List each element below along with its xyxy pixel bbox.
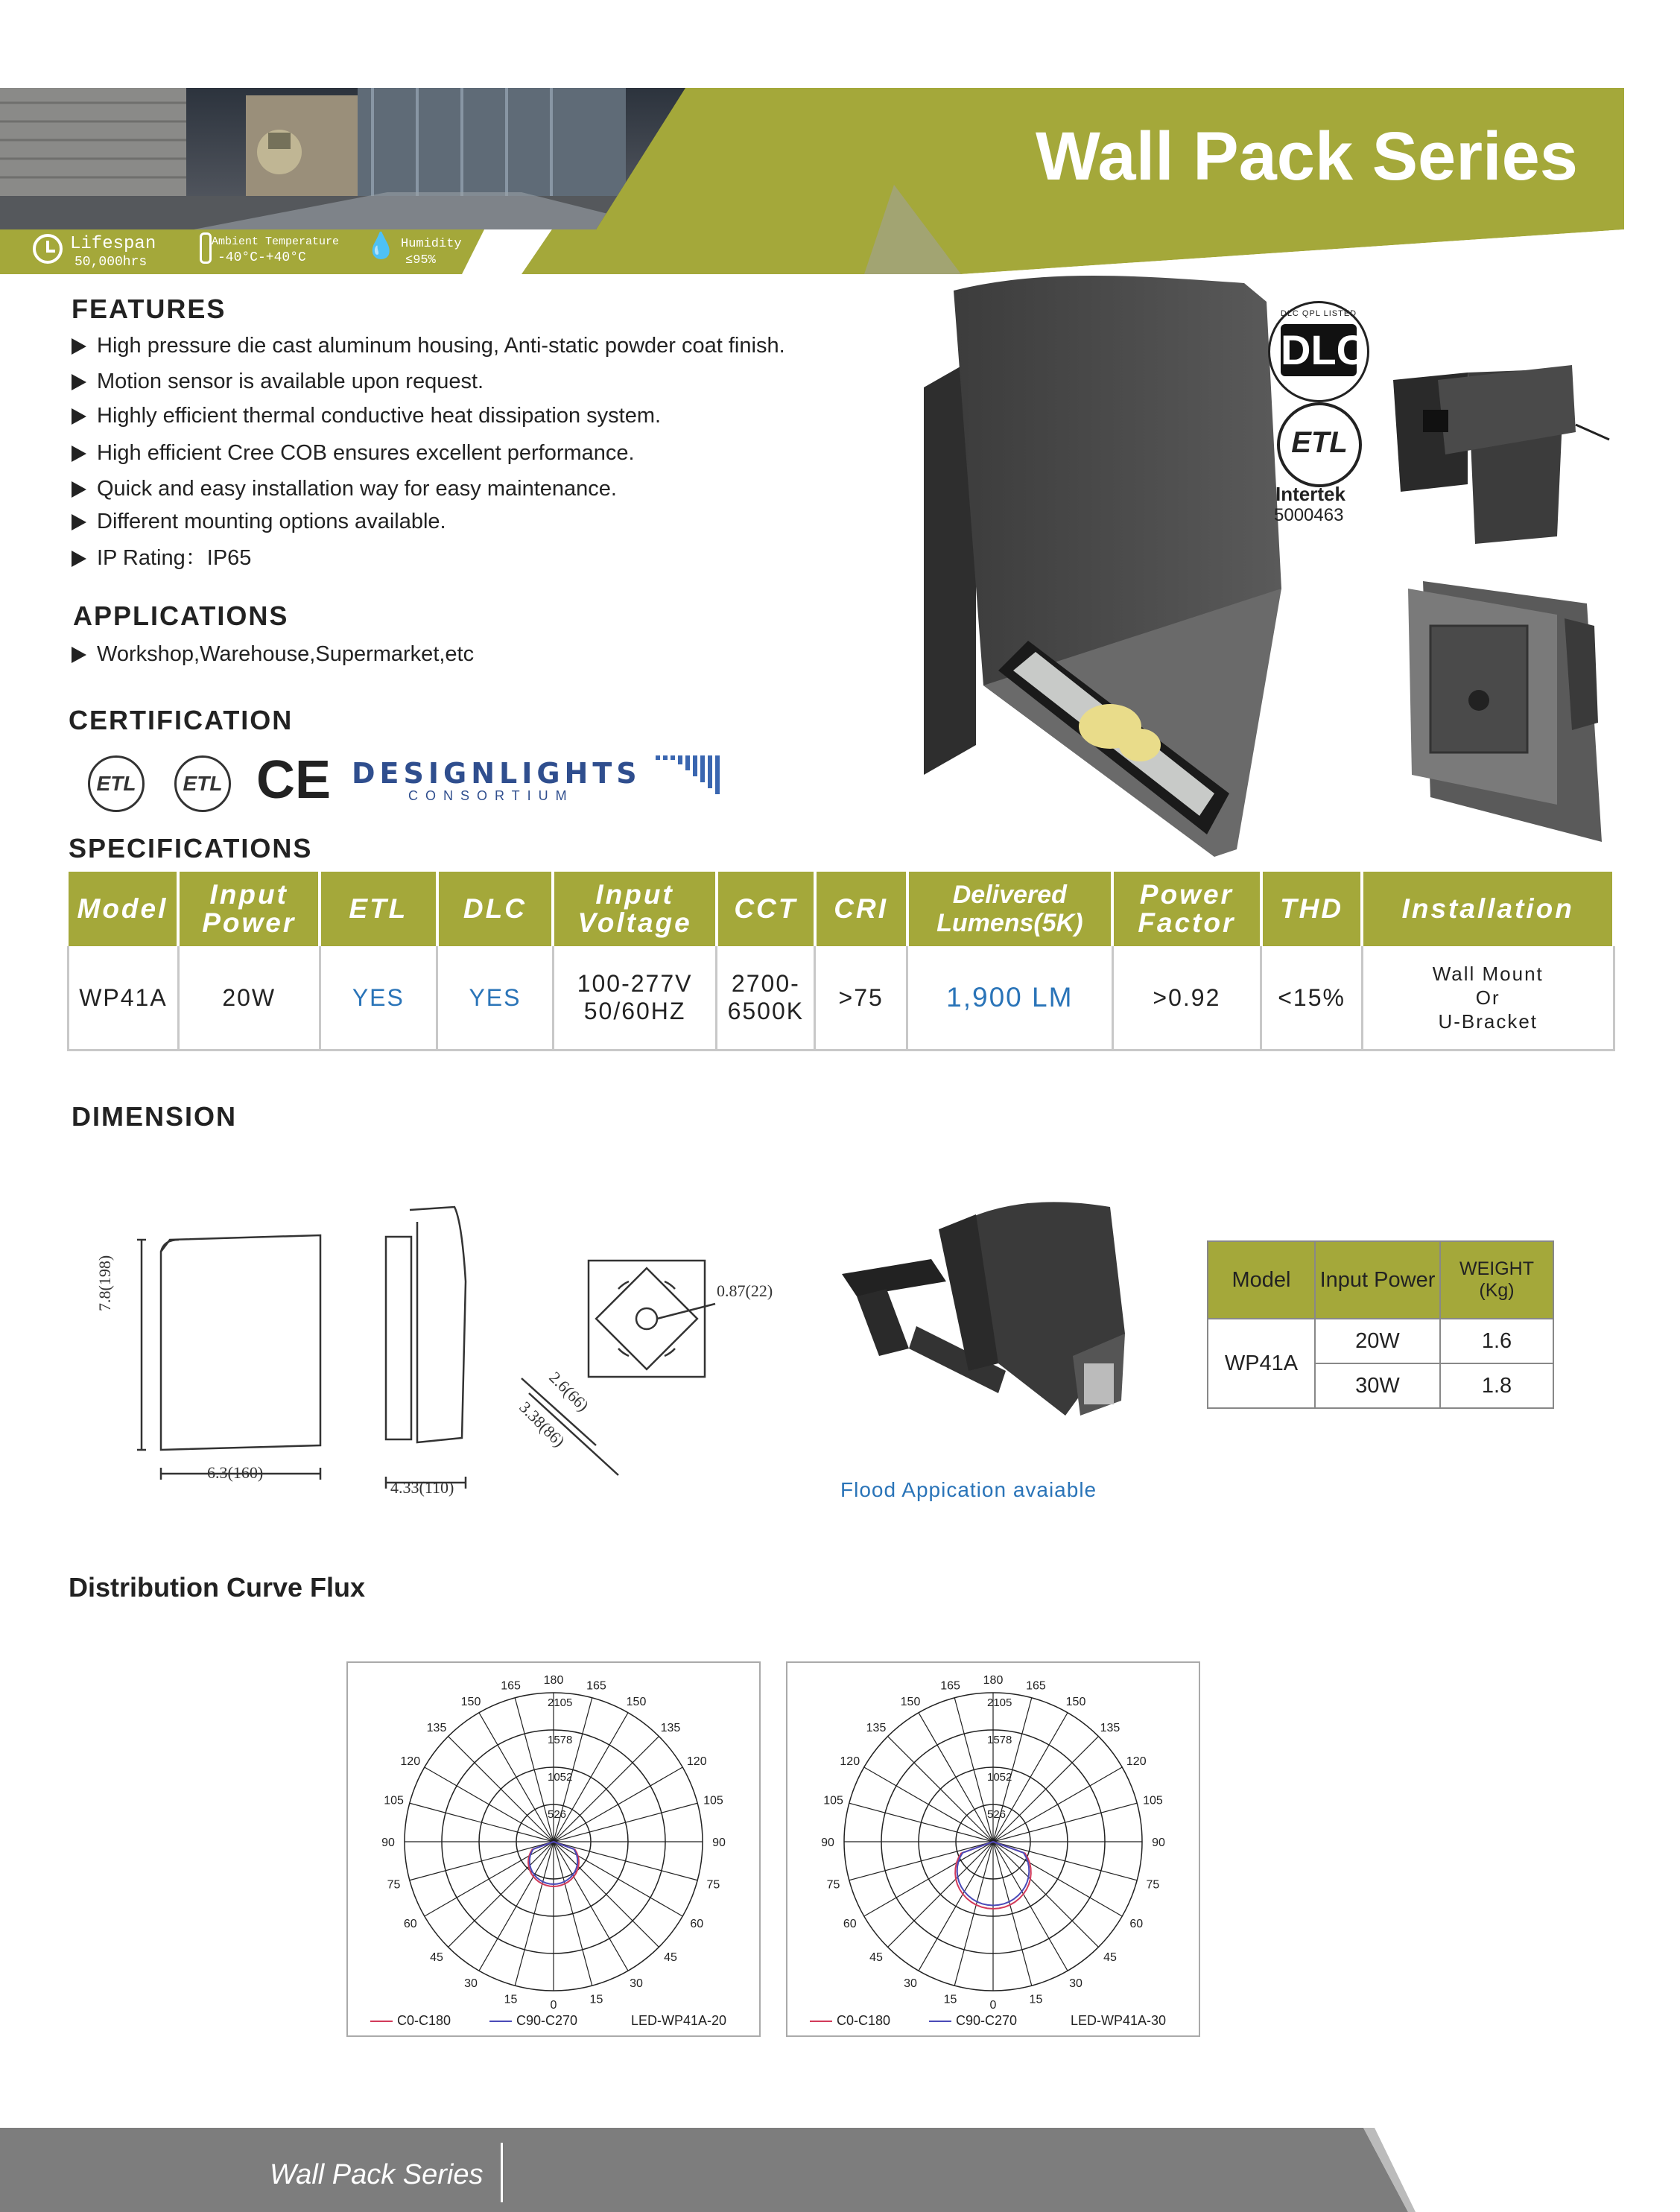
feature-item: High pressure die cast aluminum housing, Anti-static powder coat finish. <box>72 334 785 358</box>
cell-installation: Wall Mount Or U-Bracket <box>1362 946 1614 1050</box>
angle-label: 30 <box>904 1977 917 1990</box>
chart-model-label: LED-WP41A-20 <box>631 2013 727 2028</box>
specifications-table <box>67 872 1615 1051</box>
col-thd: THD <box>1261 872 1363 946</box>
col-model: Model <box>69 872 179 946</box>
angle-label: 60 <box>843 1918 857 1930</box>
angle-label: 30 <box>1069 1977 1083 1990</box>
etl-logo-1: ETL <box>88 755 145 812</box>
weight-table <box>1207 1240 1554 1409</box>
applications-heading: APPLICATIONS <box>73 600 289 631</box>
polar-plot <box>787 1663 1199 2012</box>
angle-label: 75 <box>826 1878 840 1892</box>
angle-label: 45 <box>1103 1951 1117 1965</box>
radial-label: 1052 <box>987 1771 1012 1784</box>
feature-item: Different mounting options available. <box>72 510 446 534</box>
angle-label: 45 <box>430 1951 443 1965</box>
application-item: Workshop,Warehouse,Supermarket,etc <box>72 642 474 667</box>
angle-label: 105 <box>1143 1794 1163 1807</box>
header-banner <box>0 88 1680 274</box>
page-title: Wall Pack Series <box>1036 118 1578 194</box>
polar-plot <box>348 1663 759 2012</box>
angle-label: 180 <box>983 1674 1004 1687</box>
angle-label: 0 <box>989 1999 997 2012</box>
angle-label: 150 <box>1065 1696 1086 1709</box>
cell-power: 20W <box>178 946 320 1050</box>
angle-label: 180 <box>543 1674 564 1687</box>
angle-label: 120 <box>400 1755 421 1768</box>
legend-c0: C0-C180 <box>810 2013 890 2029</box>
certification-heading: CERTIFICATION <box>69 705 294 735</box>
angle-label: 75 <box>387 1878 401 1892</box>
radial-label: 1578 <box>987 1734 1012 1746</box>
bullet-icon <box>72 338 86 355</box>
angle-label: 105 <box>823 1794 843 1807</box>
angle-label: 120 <box>840 1755 860 1768</box>
col-installation: Installation <box>1362 872 1614 946</box>
angle-label: 105 <box>703 1794 723 1807</box>
col-cri: CRI <box>815 872 907 946</box>
angle-label: 135 <box>660 1721 681 1734</box>
cell-cri: >75 <box>815 946 907 1050</box>
bullet-icon <box>72 446 86 462</box>
legend-c90: C90-C270 <box>929 2013 1017 2029</box>
cell-model: WP41A <box>69 946 179 1050</box>
table-row <box>1208 1319 1553 1363</box>
angle-label: 60 <box>1129 1918 1144 1930</box>
lifespan-value: 50,000hrs <box>75 255 148 270</box>
cell-power: 20W <box>1315 1319 1440 1363</box>
angle-label: 90 <box>712 1837 726 1849</box>
footer-title: Wall Pack Series <box>270 2159 484 2190</box>
feature-item: IP Rating：IP65 <box>72 541 251 571</box>
dim-spacing-b: 3.38(86) <box>516 1398 569 1451</box>
features-heading: FEATURES <box>72 294 226 324</box>
flood-caption: Flood Appication avaiable <box>840 1478 1097 1501</box>
clock-icon <box>33 234 63 264</box>
dim-depth: 4.33(110) <box>390 1478 454 1497</box>
cell-pf: >0.92 <box>1112 946 1261 1050</box>
dim-height: 7.8(198) <box>95 1255 114 1311</box>
angle-label: 45 <box>664 1951 677 1965</box>
radial-label: 2105 <box>548 1696 573 1709</box>
product-side-image <box>1386 358 1609 551</box>
angle-label: 135 <box>426 1721 447 1734</box>
col-dlc: DLC <box>437 872 554 946</box>
feature-item: High efficient Cree COB ensures excellent performance. <box>72 441 635 466</box>
angle-label: 150 <box>626 1696 647 1709</box>
angle-label: 15 <box>504 1993 518 2006</box>
angle-label: 165 <box>940 1679 960 1693</box>
angle-label: 150 <box>460 1696 481 1709</box>
col-input-power: Input Power <box>178 872 320 946</box>
dim-hole: 0.87(22) <box>717 1281 773 1300</box>
table-row <box>69 946 1614 1050</box>
dimension-heading: DIMENSION <box>72 1101 238 1132</box>
col-weight: WEIGHT (Kg) <box>1440 1241 1553 1319</box>
etl-listed-logo: ETL <box>1277 402 1362 487</box>
footer <box>0 2128 1680 2212</box>
angle-label: 75 <box>1146 1878 1160 1892</box>
angle-label: 30 <box>464 1977 478 1990</box>
chart-model-label: LED-WP41A-30 <box>1071 2013 1167 2028</box>
dlc-logo: DLC QPL LISTED DLC <box>1268 301 1369 402</box>
product-back-image <box>1401 574 1617 849</box>
angle-label: 15 <box>943 1993 957 2006</box>
radial-label: 2105 <box>987 1696 1012 1709</box>
intertek-label: Intertek <box>1275 483 1345 505</box>
thermometer-icon <box>200 232 212 264</box>
specifications-heading: SPECIFICATIONS <box>69 833 313 863</box>
angle-label: 60 <box>690 1918 704 1930</box>
col-input-power: Input Power <box>1315 1241 1440 1319</box>
ce-logo: CE <box>256 750 332 810</box>
radial-label: 526 <box>987 1808 1007 1821</box>
cell-power: 30W <box>1315 1363 1440 1408</box>
dim-width: 6.3(160) <box>207 1463 264 1482</box>
angle-label: 165 <box>1026 1679 1046 1693</box>
lifespan-label: Lifespan <box>70 234 156 254</box>
angle-label: 60 <box>403 1918 417 1930</box>
angle-label: 120 <box>686 1755 707 1768</box>
designlights-bars-icon <box>656 754 730 796</box>
angle-label: 75 <box>706 1878 720 1892</box>
spec-header-row <box>69 872 1614 946</box>
angle-label: 30 <box>630 1977 643 1990</box>
intertek-number: 5000463 <box>1274 505 1344 525</box>
dimension-drawing <box>104 1192 820 1505</box>
col-lumens: Delivered Lumens(5K) <box>907 872 1113 946</box>
bullet-icon <box>72 374 86 390</box>
col-cct: CCT <box>717 872 815 946</box>
consortium-text: CONSORTIUM <box>408 788 574 803</box>
angle-label: 0 <box>550 1999 557 2012</box>
humidity-label: Humidity <box>401 237 462 251</box>
weight-header-row <box>1208 1241 1553 1319</box>
legend-c0: C0-C180 <box>370 2013 451 2029</box>
distribution-heading: Distribution Curve Flux <box>69 1572 366 1603</box>
dim-spacing-a: 2.6(66) <box>545 1368 593 1416</box>
cell-weight: 1.6 <box>1440 1319 1553 1363</box>
polar-chart-30w <box>786 1661 1200 2037</box>
cell-etl: YES <box>320 946 437 1050</box>
radial-label: 526 <box>548 1808 567 1821</box>
cell-voltage: 100-277V 50/60HZ <box>553 946 717 1050</box>
legend-c90: C90-C270 <box>489 2013 577 2029</box>
humidity-value: ≤95% <box>405 253 436 267</box>
angle-label: 90 <box>821 1837 834 1849</box>
radial-label: 1578 <box>548 1734 573 1746</box>
bullet-icon <box>72 514 86 530</box>
angle-label: 150 <box>900 1696 921 1709</box>
feature-item: Motion sensor is available upon request. <box>72 370 484 394</box>
bullet-icon <box>72 481 86 498</box>
cell-weight: 1.8 <box>1440 1363 1553 1408</box>
angle-label: 135 <box>1100 1721 1120 1734</box>
radial-label: 1052 <box>548 1771 573 1784</box>
feature-item: Highly efficient thermal conductive heat dissipation system. <box>72 404 661 428</box>
polar-chart-20w <box>346 1661 761 2037</box>
temperature-label: Ambient Temperature <box>212 235 340 248</box>
angle-label: 90 <box>1152 1837 1165 1849</box>
flood-bracket-image <box>827 1185 1155 1423</box>
cell-lumens: 1,900 LM <box>907 946 1113 1050</box>
angle-label: 165 <box>586 1679 606 1693</box>
etl-logo-2: ETL <box>174 755 231 812</box>
angle-label: 15 <box>589 1993 603 2006</box>
col-input-voltage: Input Voltage <box>553 872 717 946</box>
cell-model: WP41A <box>1208 1319 1315 1408</box>
col-power-factor: Power Factor <box>1112 872 1261 946</box>
angle-label: 120 <box>1126 1755 1147 1768</box>
cell-thd: <15% <box>1261 946 1363 1050</box>
angle-label: 165 <box>501 1679 521 1693</box>
angle-label: 105 <box>384 1794 404 1807</box>
temperature-value: -40°C-+40°C <box>218 250 306 265</box>
header-photo <box>0 88 685 229</box>
angle-label: 135 <box>866 1721 887 1734</box>
bullet-icon <box>72 647 86 663</box>
col-model: Model <box>1208 1241 1315 1319</box>
footer-divider <box>501 2143 503 2202</box>
bullet-icon <box>72 408 86 425</box>
bullet-icon <box>72 551 86 567</box>
angle-label: 90 <box>381 1837 395 1849</box>
angle-label: 15 <box>1029 1993 1043 2006</box>
angle-label: 45 <box>869 1951 883 1965</box>
cell-cct: 2700- 6500K <box>717 946 815 1050</box>
cell-dlc: YES <box>437 946 554 1050</box>
col-etl: ETL <box>320 872 437 946</box>
designlights-logo: DESIGNLIGHTS <box>352 757 641 790</box>
humidity-icon: 💧 <box>365 232 397 260</box>
feature-item: Quick and easy installation way for easy maintenance. <box>72 477 617 501</box>
